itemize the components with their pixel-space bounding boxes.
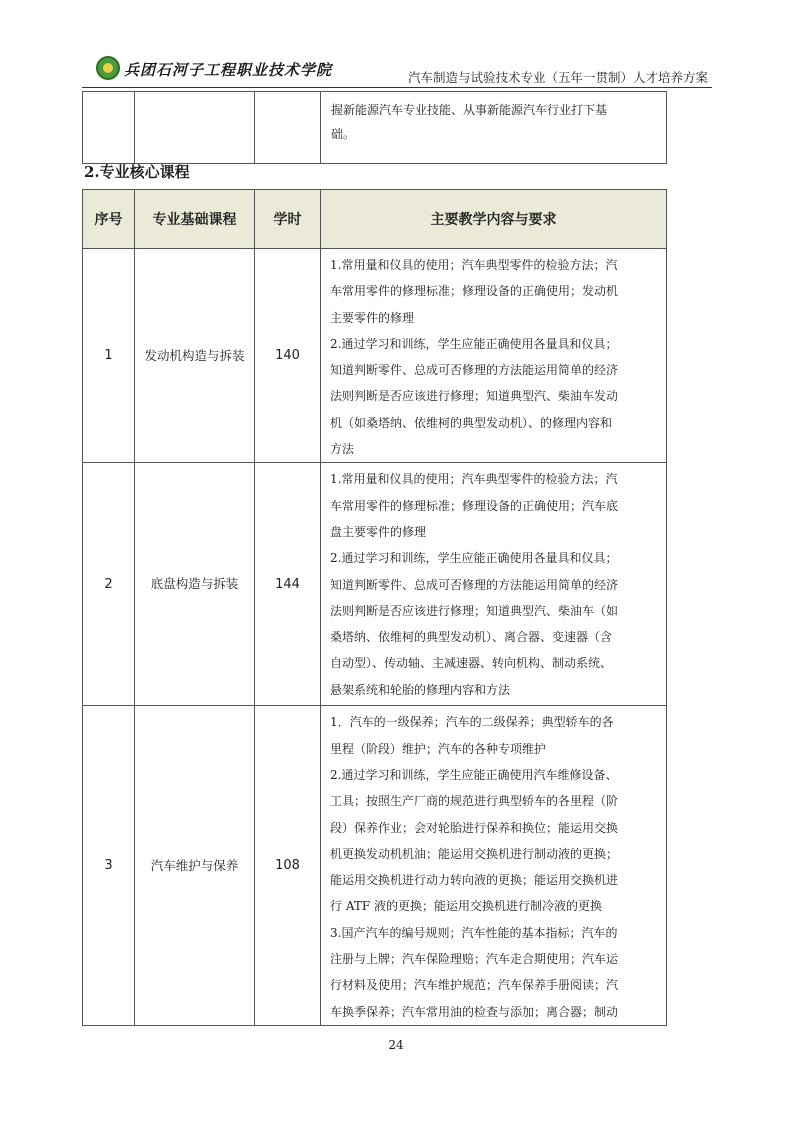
content-line: 车常用零件的修理标准；修理设备的正确使用；发动机 [330,284,619,299]
content-line: 注册与上牌；汽车保险理赔；汽车走合期使用；汽车运 [330,952,619,967]
empty-cell [255,92,321,164]
header-content: 主要教学内容与要求 [321,190,667,249]
content-line: 3.国产汽车的编号规则；汽车性能的基本指标；汽车的 [330,925,618,940]
document-title: 汽车制造与试验技术专业（五年一贯制）人才培养方案 [407,70,708,85]
content-cell [321,463,667,706]
content-line: 2.通过学习和训练，学生应能正确使用各量具和仪具； [330,551,618,566]
content-line: 方法 [330,442,355,457]
course-hours: 144 [255,463,321,706]
content-line: 机（如桑塔纳、依维柯的典型发动机）、的修理内容和 [330,415,613,430]
content-line: 行材料及使用；汽车维护规范；汽车保养手册阅读；汽 [330,978,619,993]
empty-cell [83,92,135,164]
previous-table-continuation [82,91,667,164]
content-line: 知道判断零件、总成可否修理的方法能运用简单的经济 [330,577,619,592]
content-line: 2.通过学习和训练，学生应能正确使用各量具和仪具； [330,336,618,351]
content-line: 握新能源汽车专业技能、从事新能源汽车行业打下基 [331,103,608,117]
content-line: 机更换发动机机油；能运用交换机进行制动液的更换； [330,846,619,861]
content-cell [321,706,667,1026]
header-hours: 学时 [255,190,321,249]
row-number: 2 [83,463,135,706]
content-line: 里程（阶段）维护；汽车的各种专项维护 [330,741,547,756]
row-number: 1 [83,249,135,463]
content-cell [321,249,667,463]
header-divider [82,87,712,88]
course-hours: 140 [255,249,321,463]
page-header [82,52,712,88]
content-line: 悬架系统和轮胎的修理内容和方法 [330,682,511,697]
content-line: 1．汽车的一级保养；汽车的二级保养；典型轿车的各 [330,715,614,730]
content-cell [321,92,667,164]
content-line: 段）保养作业；会对轮胎进行保养和换位；能运用交换 [330,820,619,835]
content-line: 2.通过学习和训练，学生应能正确使用汽车维修设备、 [330,767,618,782]
school-logo-icon [96,56,120,80]
course-name: 发动机构造与拆装 [135,249,255,463]
course-name: 底盘构造与拆装 [135,463,255,706]
content-line: 工具；按照生产厂商的规范进行典型轿车的各里程（阶 [330,794,619,809]
table-header-row [83,190,667,249]
content-line: 自动型）、传动轴、主减速器、转向机构、制动系统、 [330,656,613,671]
course-name: 汽车维护与保养 [135,706,255,1026]
header-no: 序号 [83,190,135,249]
table-row [83,92,667,164]
header-course: 专业基础课程 [135,190,255,249]
content-line: 车常用零件的修理标准；修理设备的正确使用；汽车底 [330,498,619,513]
content-line: 能运用交换机进行动力转向液的更换；能运用交换机进 [330,873,619,888]
course-hours: 108 [255,706,321,1026]
table-row [83,706,667,1026]
content-line: 法则判断是否应该进行修理；知道典型汽、柴油车发动 [330,389,619,404]
content-line: 车换季保养；汽车常用油的检查与添加；离合器；制动 [330,1004,619,1019]
core-course-table [82,189,667,1026]
content-line: 主要零件的修理 [330,310,415,325]
content-line: 1.常用量和仪具的使用；汽车典型零件的检验方法；汽 [330,472,618,487]
content-line: 础。 [331,127,356,141]
content-line: 盘主要零件的修理 [330,524,427,539]
content-line: 行 ATF 液的更换；能运用交换机进行制冷液的更换 [330,899,602,914]
content-line: 1.常用量和仪具的使用；汽车典型零件的检验方法；汽 [330,258,618,272]
section-title: 2.专业核心课程 [84,163,190,181]
table-row [83,249,667,463]
content-line: 桑塔纳、依维柯的典型发动机）、离合器、变速器（含 [330,630,613,645]
school-name: 兵团石河子工程职业技术学院 [124,61,333,79]
row-number: 3 [83,706,135,1026]
page-number: 24 [388,1038,404,1052]
content-line: 法则判断是否应该进行修理；知道典型汽、柴油车（如 [330,603,619,618]
empty-cell [135,92,255,164]
content-line: 知道判断零件、总成可否修理的方法能运用简单的经济 [330,363,619,378]
table-row [83,463,667,706]
